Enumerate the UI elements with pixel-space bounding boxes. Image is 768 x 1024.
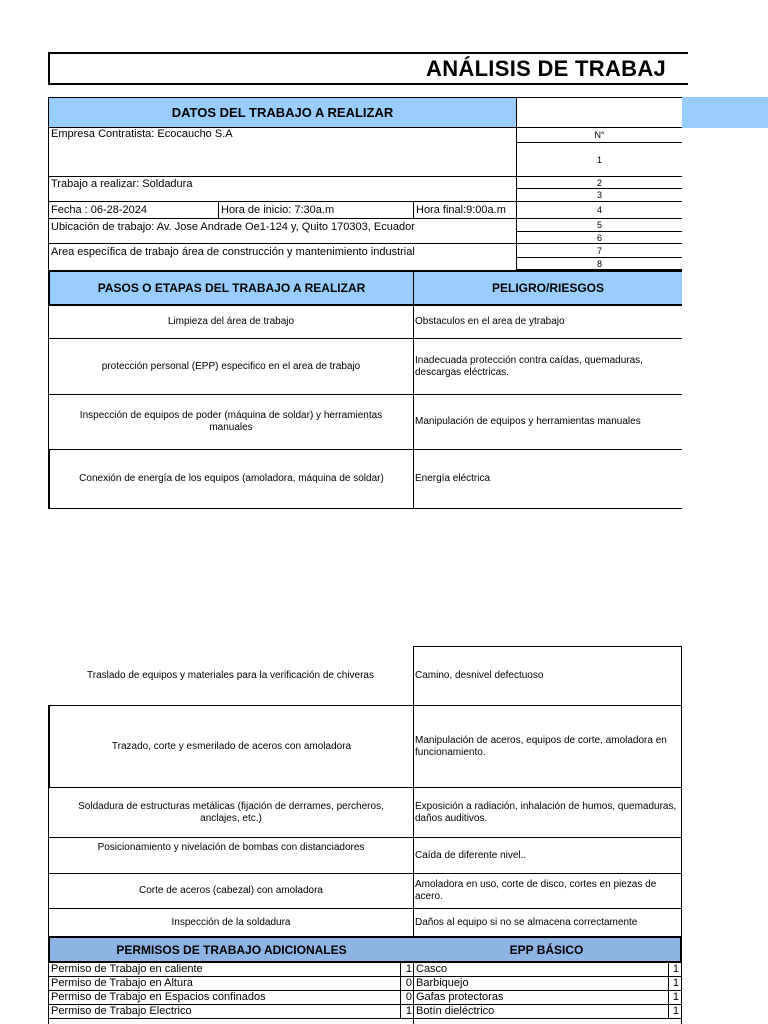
permiso-label-4: Permiso de Trabajo Electrico	[51, 1005, 192, 1017]
number-cell-3: 3	[517, 189, 682, 202]
risks-header: PELIGRO/RIESGOS	[413, 270, 682, 306]
page-title: ANÁLISIS DE TRABAJ	[426, 56, 667, 81]
step-cell-2: protección personal (EPP) especifico en el area de trabajo	[48, 339, 414, 395]
epp-label-4: Botín dieléctrico	[416, 1005, 495, 1017]
title-box	[48, 52, 688, 85]
area-text: Area específica de trabajo área de construcción y mantenimiento industrial	[51, 246, 415, 258]
risk-cell-9: Amoladora en uso, corte de disco, cortes en piezas de acero.	[413, 874, 682, 909]
permiso-label-2: Permiso de Trabajo en Altura	[51, 977, 193, 989]
risk-cell-7: Exposición a radiación, inhalación de humos, quemaduras, daños auditivos.	[413, 788, 682, 838]
permiso-value-3: 0	[400, 991, 414, 1005]
empresa-text: Empresa Contratista: Ecocaucho S.A	[51, 128, 233, 140]
hora-inicio-text: Hora de inicio: 7:30a.m	[221, 204, 335, 216]
number-cell-6: 6	[517, 232, 682, 244]
permiso-label-1: Permiso de Trabajo en caliente	[51, 963, 203, 975]
ubicacion-row	[48, 219, 517, 244]
risk-cell-5: Camino, desnivel defectuoso	[413, 646, 682, 706]
step-cell-5: Traslado de equipos y materiales para la verificación de chiveras	[48, 646, 414, 706]
epp-label-2: Barbiquejo	[416, 977, 469, 989]
ubicacion-text: Ubicación de trabajo: Av. Jose Andrade Oe1-124 y, Quito 170303, Ecuador	[51, 221, 415, 233]
epp-label-3: Gafas protectoras	[416, 991, 504, 1003]
risk-cell-1: Obstaculos en el area de ytrabajo	[413, 306, 682, 339]
permiso-row-partial	[48, 1019, 414, 1024]
step-cell-1: Limpieza del área de trabajo	[48, 306, 414, 339]
permiso-row-4	[48, 1005, 400, 1019]
number-cell-4: 4	[517, 202, 682, 219]
step-cell-6: Trazado, corte y esmerilado de aceros con amoladora	[48, 706, 414, 788]
epp-label-1: Casco	[416, 963, 448, 975]
risk-cell-3: Manipulación de equipos y herramientas manuales	[413, 395, 682, 450]
risk-cell-6: Manipulación de aceros, equipos de corte, amoladora en funcionamiento.	[413, 706, 682, 788]
risk-cell-2: Inadecuada protección contra caídas, quemaduras, descargas eléctricas.	[413, 339, 682, 395]
permiso-value-2: 0	[400, 977, 414, 991]
fecha-cell	[48, 202, 218, 219]
risk-cell-10: Daños al equipo si no se almacena correctamente	[413, 909, 682, 936]
step-cell-7: Soldadura de estructuras metálicas (fijación de derrames, percheros, anclajes, etc.)	[48, 788, 414, 838]
number-cell-7: 7	[517, 244, 682, 258]
number-cell-8: 8	[517, 258, 682, 270]
step-cell-8: Posicionamiento y nivelación de bombas con distanciadores	[48, 838, 414, 874]
epp-row-3	[413, 991, 668, 1005]
permiso-value-4: 1	[400, 1005, 414, 1019]
epp-row-4	[413, 1005, 668, 1019]
step-cell-4: Conexión de energía de los equipos (amoladora, máquina de soldar)	[48, 450, 414, 509]
permiso-row-1	[48, 963, 400, 977]
number-cell-2: 2	[517, 177, 682, 189]
step-cell-3: Inspección de equipos de poder (máquina de soldar) y herramientas manuales	[48, 395, 414, 450]
area-row	[48, 244, 517, 270]
step-cell-9: Corte de aceros (cabezal) con amoladora	[48, 874, 414, 909]
epp-row-2	[413, 977, 668, 991]
number-header: N°	[517, 128, 682, 143]
epp-value-3: 1	[668, 991, 682, 1005]
permisos-header: PERMISOS DE TRABAJO ADICIONALES	[48, 936, 414, 963]
epp-row-partial	[413, 1019, 682, 1024]
hora-final-text: Hora final:9:00a.m	[416, 204, 506, 216]
epp-value-1: 1	[668, 963, 682, 977]
risk-cell-8: Caída de diferente nivel..	[413, 838, 682, 874]
steps-header: PASOS O ETAPAS DEL TRABAJO A REALIZAR	[48, 270, 413, 306]
hora-inicio-cell	[218, 202, 413, 219]
datos-header-overflow	[682, 97, 768, 128]
hora-final-cell	[413, 202, 517, 219]
empresa-row	[48, 128, 517, 177]
permiso-row-2	[48, 977, 400, 991]
trabajo-text: Trabajo a realizar: Soldadura	[51, 178, 193, 190]
number-cell-5: 5	[517, 219, 682, 232]
datos-header-right	[517, 97, 682, 128]
trabajo-row	[48, 177, 517, 202]
permiso-value-1: 1	[400, 963, 414, 977]
epp-header: EPP BÁSICO	[413, 936, 682, 963]
permiso-row-3	[48, 991, 400, 1005]
epp-row-1	[413, 963, 668, 977]
epp-value-2: 1	[668, 977, 682, 991]
epp-value-4: 1	[668, 1005, 682, 1019]
fecha-text: Fecha : 06-28-2024	[51, 204, 148, 216]
step-cell-10: Inspección de la soldadura	[48, 909, 414, 936]
permiso-label-3: Permiso de Trabajo en Espacios confinados	[51, 991, 266, 1003]
number-cell-1: 1	[517, 143, 682, 177]
datos-header: DATOS DEL TRABAJO A REALIZAR	[48, 97, 517, 128]
risk-cell-4: Energía eléctrica	[413, 450, 682, 509]
